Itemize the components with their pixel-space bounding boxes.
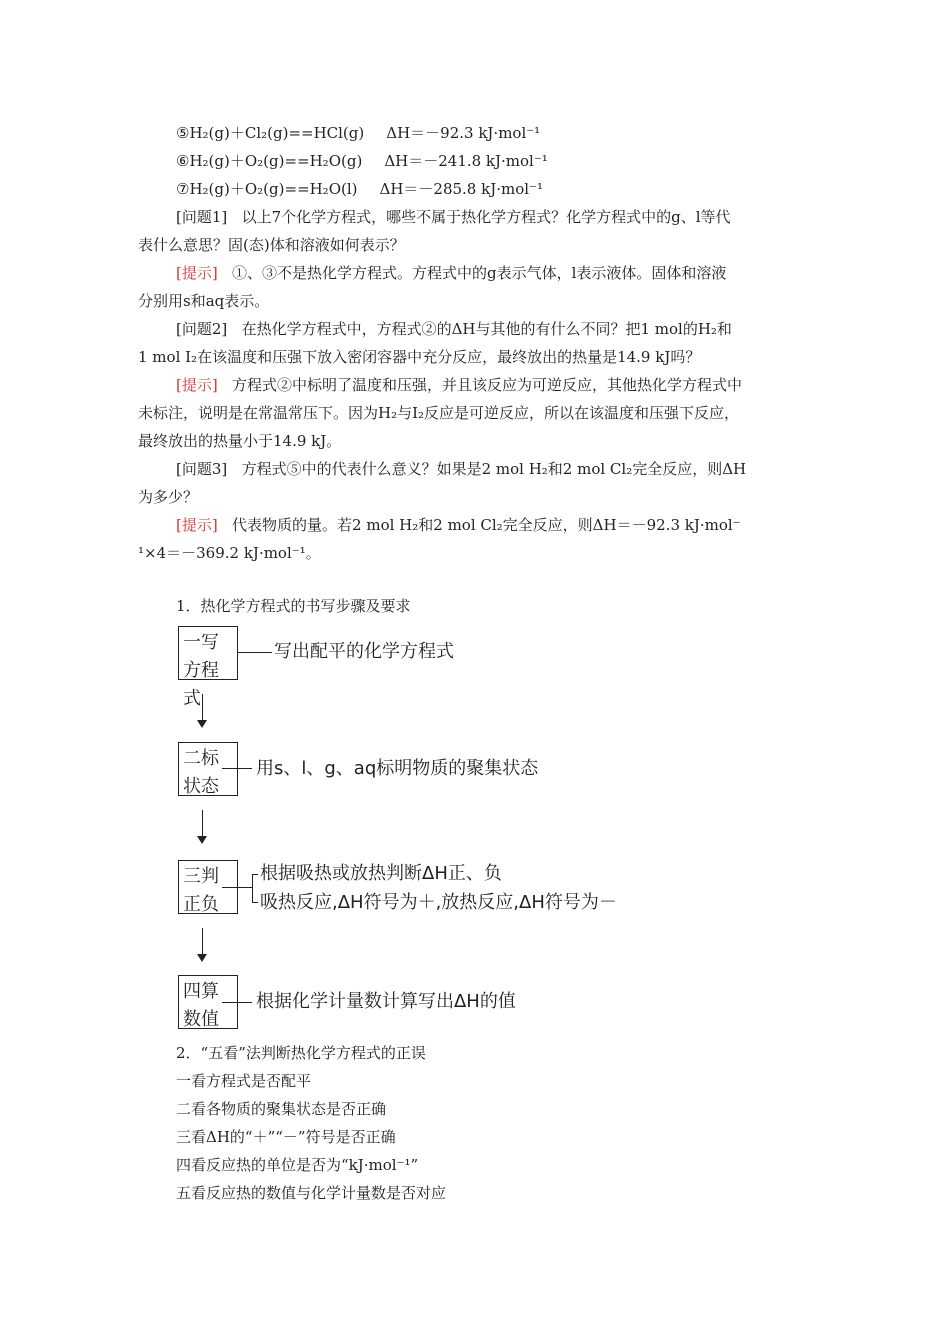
check-item-4: 四看反应热的单位是否为“kJ·mol⁻¹”: [176, 1156, 419, 1174]
flow-step-2-text: 用s、l、g、aq标明物质的聚集状态: [256, 758, 539, 779]
flow-step-3-text-2: 吸热反应,ΔH符号为＋,放热反应,ΔH符号为－: [260, 892, 617, 913]
question-3-text-2: 为多少？: [138, 488, 199, 506]
question-3-line-1: [176, 459, 746, 479]
equation-7-lhs: ⑦H₂(g)＋O₂(g)==H₂O(l): [176, 180, 358, 198]
equation-6-dh: ΔH＝－241.8 kJ·mol⁻¹: [384, 152, 548, 170]
question-3-text-1: 方程式⑤中的代表什么意义？如果是2 mol H₂和2 mol Cl₂完全反应，则ΔH: [241, 460, 747, 478]
flow-step-3-bracket-top: [252, 874, 258, 875]
answer-1-tag: [提示]: [176, 264, 218, 282]
question-1-tag: [问题1]: [176, 208, 228, 226]
answer-1-text-1: ①、③不是热化学方程式。方程式中的g表示气体，l表示液体。固体和溶液: [232, 264, 727, 282]
flow-step-1-label: 一写 方程式: [183, 632, 219, 709]
section-2-heading: 2．“五看”法判断热化学方程式的正误: [176, 1044, 426, 1062]
flow-step-1-box: [178, 626, 238, 709]
question-3-tag: [问题3]: [176, 460, 228, 478]
flow-arrow-2-head: [197, 836, 207, 844]
answer-2-tag: [提示]: [176, 376, 218, 394]
flow-step-3-label: 三判 正负: [183, 866, 219, 915]
question-2-line-1: [176, 319, 732, 339]
flow-step-1-connector: [238, 652, 272, 653]
answer-2-text-2: 未标注，说明是在常温常压下。因为H₂与I₂反应是可逆反应，所以在该温度和压强下反应，: [138, 404, 740, 422]
question-2-tag: [问题2]: [176, 320, 228, 338]
check-item-5: 五看反应热的数值与化学计量数是否对应: [176, 1184, 447, 1202]
flow-arrow-3-head: [197, 954, 207, 962]
answer-1-text-2: 分别用s和aq表示。: [138, 292, 270, 310]
question-1-line-1: [176, 207, 731, 227]
flow-step-3-text-1: 根据吸热或放热判断ΔH正、负: [260, 863, 502, 884]
flow-arrow-1-head: [197, 720, 207, 728]
equation-7: [176, 179, 543, 199]
question-2-text-2: 1 mol I₂在该温度和压强下放入密闭容器中充分反应，最终放出的热量是14.9 kJ吗？: [138, 348, 701, 366]
check-item-1: 一看方程式是否配平: [176, 1072, 312, 1090]
equation-5-dh: ΔH＝－92.3 kJ·mol⁻¹: [386, 124, 541, 142]
equation-5: [176, 123, 540, 143]
question-2-text-1: 在热化学方程式中，方程式②的ΔH与其他的有什么不同？把1 mol的H₂和: [241, 320, 732, 338]
flow-step-3-connector: [222, 887, 252, 888]
answer-3-text-2: ¹×4＝－369.2 kJ·mol⁻¹。: [138, 544, 321, 562]
flow-arrow-1: [202, 694, 203, 722]
equation-5-lhs: ⑤H₂(g)＋Cl₂(g)==HCl(g): [176, 124, 365, 142]
check-item-2: 二看各物质的聚集状态是否正确: [176, 1100, 387, 1118]
answer-2-text-1: 方程式②中标明了温度和压强，并且该反应为可逆反应，其他热化学方程式中: [232, 376, 743, 394]
answer-3-text-1: 代表物质的量。若2 mol H₂和2 mol Cl₂完全反应，则ΔH＝－92.3 kJ·mol⁻: [232, 516, 741, 534]
answer-2-line-1: [176, 375, 742, 395]
flow-step-4-label: 四算 数值: [183, 981, 219, 1030]
question-1-text-1: 以上7个化学方程式，哪些不属于热化学方程式？化学方程式中的g、l等代: [241, 208, 731, 226]
flow-step-3-bracket: [252, 874, 253, 902]
answer-3-line-1: [176, 515, 741, 535]
flow-arrow-3: [202, 928, 203, 956]
flow-step-4-connector: [222, 1002, 252, 1003]
answer-2-text-3: 最终放出的热量小于14.9 kJ。: [138, 432, 342, 450]
answer-1-line-1: [176, 263, 726, 283]
question-1-text-2: 表什么意思？固(态)体和溶液如何表示？: [138, 236, 405, 254]
flow-step-2-label: 二标 状态: [183, 748, 219, 797]
flow-step-4-text: 根据化学计量数计算写出ΔH的值: [256, 991, 516, 1012]
answer-3-tag: [提示]: [176, 516, 218, 534]
equation-6-lhs: ⑥H₂(g)＋O₂(g)==H₂O(g): [176, 152, 363, 170]
check-item-3: 三看ΔH的“＋”“－”符号是否正确: [176, 1128, 396, 1146]
equation-6: [176, 151, 548, 171]
flow-step-3-bracket-bottom: [252, 902, 258, 903]
section-1-heading: 1．热化学方程式的书写步骤及要求: [176, 597, 411, 615]
equation-7-dh: ΔH＝－285.8 kJ·mol⁻¹: [379, 180, 543, 198]
flow-step-1-text: 写出配平的化学方程式: [274, 641, 454, 662]
flow-step-2-box: [178, 742, 238, 796]
flow-arrow-2: [202, 810, 203, 838]
flow-step-2-connector: [222, 768, 252, 769]
